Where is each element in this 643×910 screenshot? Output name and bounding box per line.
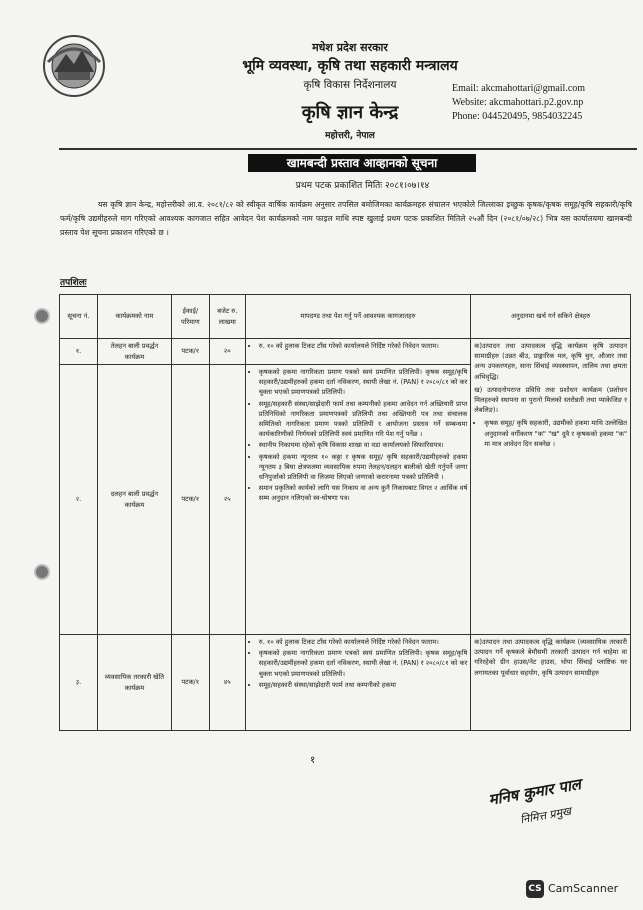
row-expense	[471, 339, 631, 635]
camscanner-icon: CS	[526, 880, 544, 898]
ministry-name: भूमि व्यवस्था, कृषि तथा सहकारी मन्त्रालय	[242, 58, 458, 74]
doc-item: • समान प्रकृतिको कार्यको लागि यस निकाय वा अन्य कुनै निकायबाट विगत २ आर्थिक वर्ष सम्म अनुदान नलिएको स्व-घोषणा पत्र।	[259, 483, 468, 503]
col-header-docs: मापदण्ड तथा पेश गर्नु पर्ने आवश्यक कागजातहरु	[245, 295, 471, 339]
punch-hole-icon	[34, 564, 50, 580]
signature: मनिष कुमार पाल	[487, 775, 583, 809]
punch-hole-icon	[34, 308, 50, 324]
table-header-row	[60, 295, 631, 339]
row-unit: पटक/१	[171, 365, 209, 635]
row-unit: पटक/१	[171, 339, 209, 365]
table-row	[60, 635, 631, 731]
nepal-emblem-icon	[40, 32, 108, 100]
doc-item: • समूह/सहकारी संस्था/साझेदारी फार्म तथा कम्पनीको हकमा	[259, 680, 468, 690]
row-budget: ४५	[209, 635, 245, 731]
doc-item: • रु. १० को हुलाक टिकट टाँस गरेको कार्यालयले निर्दिष्ट गरेको निवेदन फाराम।	[259, 637, 468, 647]
col-header-expense: अनुदानमा खर्च गर्न सकिने क्षेत्रहरु	[471, 295, 631, 339]
row-unit: पटक/१	[171, 635, 209, 731]
office-name: कृषि ज्ञान केन्द्र	[301, 102, 399, 123]
camscanner-watermark	[526, 878, 632, 898]
govt-name: मधेश प्रदेश सरकार	[312, 41, 388, 54]
office-place: महोत्तरी, नेपाल	[325, 131, 375, 141]
header-divider	[59, 148, 637, 150]
row-program: दलहन बाली प्रवर्द्धन कार्यक्रम	[97, 365, 171, 635]
row-program: व्यवसायिक तरकारी खेति कार्यक्रम	[97, 635, 171, 731]
doc-item: • कृषकको हकमा नागरिकता प्रमाण पत्रको स्वयं प्रमाणित प्रतिलिपी। कृषक समूह/कृषि सहकारी/उद्यमीहरुको हकमा दर्ता नविकरण, स्थायी लेखा नं. (PAN) र २०८०/८१ को कर चुक्ता भएको प्रमाणपत्रको प्रतिलिपी।	[259, 648, 468, 679]
camscanner-label: CamScanner	[548, 882, 619, 895]
doc-item: • रु. १० को हुलाक टिकट टाँस गरेको कार्यालयले निर्दिष्ट गरेको निवेदन फाराम।	[259, 341, 468, 351]
contact-block	[452, 82, 637, 124]
notice-title: खामबन्दी प्रस्ताव आव्हानको सूचना	[248, 154, 476, 172]
directorate-name: कृषि विकास निर्देशनालय	[303, 79, 397, 91]
contact-email: Email: akcmahottari@gmail.com	[452, 83, 586, 94]
expense-c: • कृषक समूह/ कृषि सहकारी, उद्यमीको हकमा माथि उल्लेखित अनुदानको वर्गीकरण "क" "ख" दुवै र कृषकको हकमा "क" मा मात्र आवेदन दिन सक्नेछ ।	[484, 418, 627, 449]
row-sn: १.	[60, 339, 98, 365]
programs-table	[59, 294, 631, 731]
col-header-budget: बजेट रु. लाखमा	[209, 295, 245, 339]
row-docs	[245, 635, 471, 731]
expense-b: ख) उत्पादनोपरान्त प्रविधि तथा प्रशोधन कार्यक्रम (प्रशोधन मिलहरुको स्थापना वा पुरानो मिलको स्तरोन्नती तथा प्याकेजिङ र लेबलिङ)।	[474, 385, 627, 415]
col-header-program: कार्यक्रमको नाम	[97, 295, 171, 339]
row-budget: २०	[209, 339, 245, 365]
row-expense: क)उत्पादन तथा उत्पादकत्व वृद्धि कार्यक्रम (व्यवसायिक तरकारी उत्पादन गर्ने कृषकले बेमौसमी तरकारी उत्पादन गर्न चाहेमा वा गरिरहेको ग्रीन हाउस/नेट हाउस, थोपा सिंचाई प्लाष्टिक घर लगायतका पूर्वाधार सहयोग, कृषि उत्पादन सामाग्रीहरु	[471, 635, 631, 731]
doc-item: • कृषकको हकमा नागरिकता प्रमाण पत्रको स्वयं प्रमाणित प्रतिलिपी। कृषक समूह/कृषि सहकारी/उद्यमीहरुको हकमा दर्ता नविकरण, स्थायी लेखा नं. (PAN) र २०८०/८१ को कर चुक्ता भएको प्रमाणपत्रको प्रतिलिपी।	[259, 367, 468, 398]
expense-a: क)उत्पादन तथा उत्पादकत्व वृद्धि कार्यक्रम कृषि उत्पादन सामाग्रीहरु (उन्नत बीउ, प्राङ्गारिक मल, कृषि चुन, औजार तथा अन्य उपकरणहरु, साना सिंचाई व्यवस्थापन, तालिम तथा क्षमता अभिवृद्धि।	[474, 342, 627, 381]
col-header-unit: ईकाई/ परिमाण	[171, 295, 209, 339]
row-budget: २५	[209, 365, 245, 635]
row-sn: २.	[60, 365, 98, 635]
sign-title: निमित्त प्रमुख	[519, 804, 573, 827]
contact-phone: Phone: 044520495, 9854032245	[452, 111, 583, 122]
col-header-sn: सूचना नं.	[60, 295, 98, 339]
row-sn: ३.	[60, 635, 98, 731]
doc-item: • स्थानीय निकायमा रहेको कृषि विकास शाखा वा वडा कार्यालयको सिफारिसपत्र।	[259, 440, 468, 450]
row-program: तेलहन बाली प्रवर्द्धन कार्यक्रम	[97, 339, 171, 365]
table-row	[60, 339, 631, 365]
page-number: १	[310, 755, 316, 766]
doc-item: • समूह/सहकारी संस्था/साझेदारी फार्म तथा कम्पनीको हकमा आवेदन गर्न अख्तियारी प्राप्त प्रतिनिधिको नागरिकता प्रमाणपत्रको प्रतिलिपी तथा अख्तियारी पत्र तथा संचालक समितिको नागरिकता प्रमाण पत्रको प्रतिलिपी र आयोजना प्रस्ताव गर्ने सम्बन्धमा कार्यकारिणीको निर्णयको प्रतिलिपी स्वयं प्रमाणित गरि पेश गर्नु पर्नेछ ।	[259, 399, 468, 440]
contact-website: Website: akcmahottari.p2.gov.np	[452, 97, 584, 108]
tapsil-label: तपशिलः	[60, 278, 87, 288]
notice-date: प्रथम पटक प्रकाशित मितिः २०८१।०७।१४	[295, 181, 430, 191]
notice-paragraph: यस कृषि ज्ञान केन्द्र, महोत्तरीको आ.व. २०८१/८२ को स्वीकृत वार्षिक कार्यक्रम अनुसार तपसिल बमोजिमका कार्यक्रमहरु संचालन भएकोले जिल्लाका इच्छुक कृषक/कृषक समूह/कृषि सहकारी/कृषि फर्म/कृषि उद्यमीहरुले माग गरिएको आवश्यक कागजात सहित आवेदन पेश कार्यक्रमको नाम फाइल माथि स्पष्ट खुलाई प्रथम पटक प्रकाशित मितिले २५औं दिन (२०८१/०७/२८) भित्र यस कार्यालयमा खामबन्दी प्रस्ताव पेश सूचना प्रकाशन गरिएको छ ।	[60, 200, 632, 237]
row-docs	[245, 365, 471, 635]
row-docs	[245, 339, 471, 365]
doc-item: • कृषकको हकमा न्यूनतम १० कठ्ठा र कृषक समूह/ कृषि सहकारी/उद्यमीहरुको हकमा न्यूनतम ३ बिघा क्षेत्रफलमा व्यवसायिक रुपमा तेलहन/दलहन बालीको खेती गर्नुपर्ने जग्गा धनिपुर्जाको प्रतिलिपी वा लिजमा लिएको जग्गाको करारनामा पत्रको प्रतिलिपी ।	[259, 452, 468, 483]
